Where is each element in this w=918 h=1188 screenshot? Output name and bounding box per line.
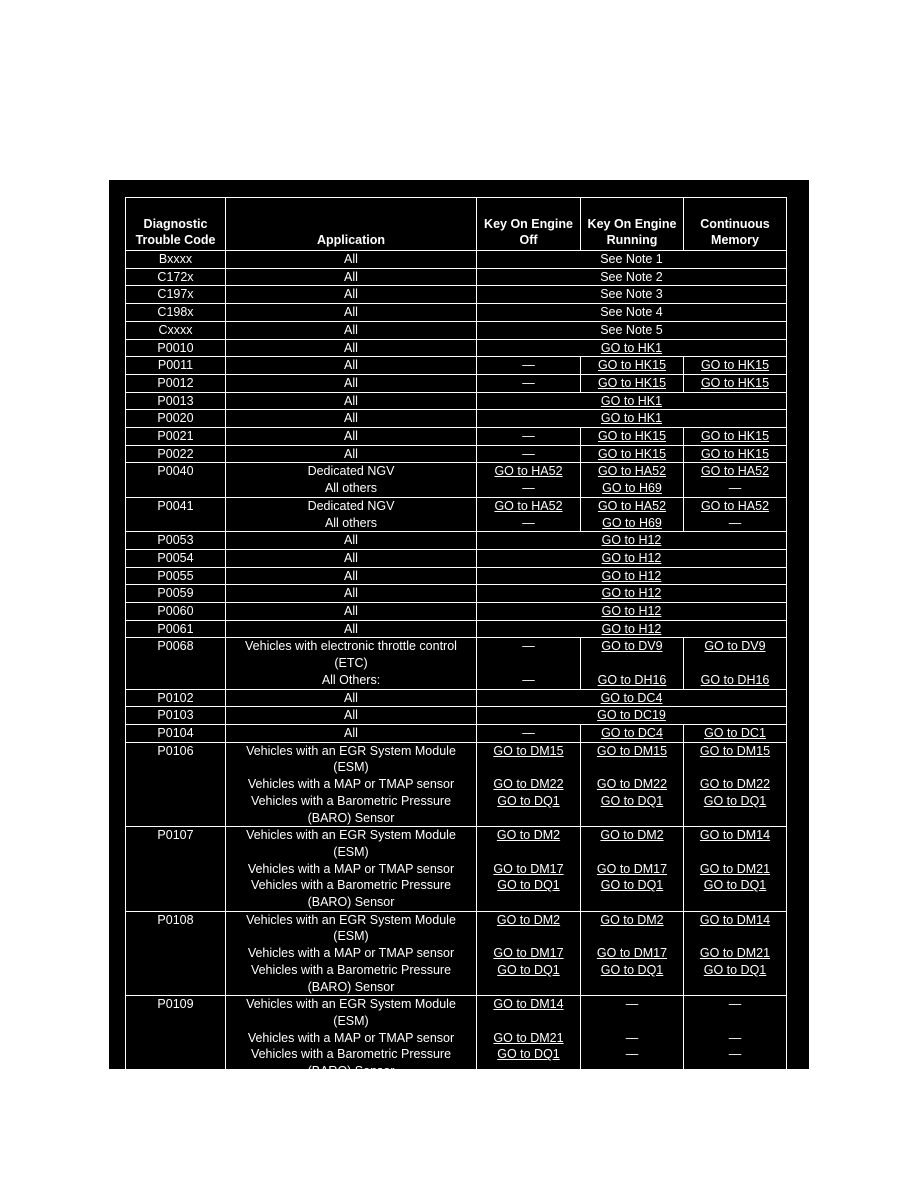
table-row <box>126 532 787 550</box>
koer-cell[interactable]: GO to HA52 GO to H69 <box>581 497 684 531</box>
application: Vehicles with an EGR System Module (ESM) Vehicles with a MAP or TMAP sensor Vehicles with a Barometric Pressure (BARO) Sensor <box>226 996 477 1081</box>
dtc-code: P0102 <box>126 689 226 707</box>
application: All <box>226 339 477 357</box>
result: See Note 3 <box>477 286 787 304</box>
application: All <box>226 251 477 269</box>
result-link[interactable]: GO to H12 <box>477 532 787 550</box>
result-link[interactable]: GO to HK1 <box>477 392 787 410</box>
dtc-code: P0013 <box>126 392 226 410</box>
application: All <box>226 357 477 375</box>
table-row <box>126 428 787 446</box>
table-row <box>126 549 787 567</box>
table-row <box>126 827 787 912</box>
memory-link[interactable]: GO to HK15 <box>684 357 787 375</box>
dtc-code: P0053 <box>126 532 226 550</box>
result: See Note 2 <box>477 268 787 286</box>
koer-cell[interactable]: GO to HA52 GO to H69 <box>581 463 684 497</box>
memory-cell[interactable]: GO to DM14 GO to DM21 GO to DQ1 <box>684 827 787 912</box>
table-row <box>126 911 787 996</box>
table-row <box>126 357 787 375</box>
table-row <box>126 392 787 410</box>
koeo-cell: — — <box>477 638 581 689</box>
dtc-code: P0106 <box>126 742 226 827</box>
result-link[interactable]: GO to H12 <box>477 567 787 585</box>
application: Vehicles with an EGR System Module (ESM) Vehicles with a MAP or TMAP sensor Vehicles with a Barometric Pressure (BARO) Sensor <box>226 911 477 996</box>
table-row <box>126 567 787 585</box>
application: All <box>226 321 477 339</box>
dtc-code: P0060 <box>126 603 226 621</box>
result-link[interactable]: GO to H12 <box>477 585 787 603</box>
table-row <box>126 742 787 827</box>
dtc-code: P0020 <box>126 410 226 428</box>
koer-link[interactable]: GO to HK15 <box>581 357 684 375</box>
header-code: Diagnostic Trouble Code <box>126 198 226 251</box>
table-row <box>126 620 787 638</box>
memory-cell[interactable]: GO to DM14 GO to DM21 GO to DQ1 <box>684 911 787 996</box>
dtc-code: C172x <box>126 268 226 286</box>
koer-link[interactable]: GO to HK15 <box>581 428 684 446</box>
dtc-code: P0054 <box>126 549 226 567</box>
dtc-code: Bxxxx <box>126 251 226 269</box>
table-row <box>126 707 787 725</box>
header-koer: Key On Engine Running <box>581 198 684 251</box>
dtc-code: C197x <box>126 286 226 304</box>
result-link[interactable]: GO to H12 <box>477 603 787 621</box>
application: All <box>226 392 477 410</box>
dtc-code: P0104 <box>126 724 226 742</box>
application: All <box>226 286 477 304</box>
table-row <box>126 689 787 707</box>
table-row <box>126 463 787 497</box>
memory-cell[interactable]: GO to HA52 — <box>684 497 787 531</box>
header-memory: Continuous Memory <box>684 198 787 251</box>
table-row <box>126 339 787 357</box>
dtc-code: P0021 <box>126 428 226 446</box>
application: All <box>226 374 477 392</box>
table-row <box>126 638 787 689</box>
dtc-code: P0103 <box>126 707 226 725</box>
application: All <box>226 428 477 446</box>
application: All <box>226 268 477 286</box>
header-koeo: Key On Engine Off <box>477 198 581 251</box>
application: All <box>226 532 477 550</box>
koer-cell[interactable]: GO to DM2 GO to DM17 GO to DQ1 <box>581 911 684 996</box>
result: See Note 4 <box>477 304 787 322</box>
dtc-code: P0010 <box>126 339 226 357</box>
result: See Note 5 <box>477 321 787 339</box>
koeo-cell[interactable]: GO to DM2 GO to DM17 GO to DQ1 <box>477 827 581 912</box>
dtc-code: P0012 <box>126 374 226 392</box>
application: All <box>226 410 477 428</box>
koer-link[interactable]: GO to DC4 <box>581 724 684 742</box>
application: Dedicated NGV All others <box>226 463 477 497</box>
koeo-value: — <box>477 357 581 375</box>
application: Vehicles with electronic throttle control (ETC) All Others: <box>226 638 477 689</box>
table-row <box>126 497 787 531</box>
application: All <box>226 620 477 638</box>
dtc-code: C198x <box>126 304 226 322</box>
memory-cell[interactable]: GO to HA52 — <box>684 463 787 497</box>
dtc-code: P0055 <box>126 567 226 585</box>
memory-cell: — — — <box>684 996 787 1081</box>
dtc-table <box>125 197 787 1081</box>
table-panel <box>109 180 809 1079</box>
dtc-code: P0068 <box>126 638 226 689</box>
table-row <box>126 304 787 322</box>
application: All <box>226 707 477 725</box>
result-link[interactable]: GO to H12 <box>477 549 787 567</box>
dtc-code: P0040 <box>126 463 226 497</box>
koeo-cell[interactable]: GO to DM15 GO to DM22 GO to DQ1 <box>477 742 581 827</box>
dtc-code: P0011 <box>126 357 226 375</box>
koeo-value: — <box>477 374 581 392</box>
application: All <box>226 304 477 322</box>
dtc-code: P0022 <box>126 445 226 463</box>
result-link[interactable]: GO to HK1 <box>477 410 787 428</box>
table-row <box>126 445 787 463</box>
dtc-code: P0061 <box>126 620 226 638</box>
dtc-code: P0109 <box>126 996 226 1081</box>
memory-cell[interactable]: GO to DM15 GO to DM22 GO to DQ1 <box>684 742 787 827</box>
koer-link[interactable]: GO to HK15 <box>581 374 684 392</box>
application: All <box>226 549 477 567</box>
table-row <box>126 251 787 269</box>
memory-link[interactable]: GO to DC1 <box>684 724 787 742</box>
table-row <box>126 603 787 621</box>
application: All <box>226 724 477 742</box>
application: Vehicles with an EGR System Module (ESM) Vehicles with a MAP or TMAP sensor Vehicles with a Barometric Pressure (BARO) Sensor <box>226 827 477 912</box>
memory-link[interactable]: GO to HK15 <box>684 445 787 463</box>
table-row <box>126 268 787 286</box>
dtc-code: P0059 <box>126 585 226 603</box>
dtc-code: P0107 <box>126 827 226 912</box>
koeo-value: — <box>477 445 581 463</box>
table-row <box>126 996 787 1081</box>
table-row <box>126 286 787 304</box>
table-row <box>126 410 787 428</box>
koer-cell[interactable]: GO to DM2 GO to DM17 GO to DQ1 <box>581 827 684 912</box>
koer-cell: — — — <box>581 996 684 1081</box>
dtc-code: P0108 <box>126 911 226 996</box>
application: All <box>226 567 477 585</box>
koeo-cell[interactable]: GO to DM14 GO to DM21 GO to DQ1 <box>477 996 581 1081</box>
application: All <box>226 585 477 603</box>
koeo-value: — <box>477 724 581 742</box>
koeo-cell[interactable]: GO to HA52 — <box>477 497 581 531</box>
result: See Note 1 <box>477 251 787 269</box>
header-row <box>126 198 787 251</box>
koer-cell[interactable]: GO to DV9 GO to DH16 <box>581 638 684 689</box>
result-link[interactable]: GO to DC4 <box>477 689 787 707</box>
result-link[interactable]: GO to H12 <box>477 620 787 638</box>
application: Vehicles with an EGR System Module (ESM) Vehicles with a MAP or TMAP sensor Vehicles with a Barometric Pressure (BARO) Sensor <box>226 742 477 827</box>
header-application: Application <box>226 198 477 251</box>
dtc-code: Cxxxx <box>126 321 226 339</box>
table-row <box>126 585 787 603</box>
dtc-code: P0041 <box>126 497 226 531</box>
result-link[interactable]: GO to DC19 <box>477 707 787 725</box>
koeo-cell[interactable]: GO to DM2 GO to DM17 GO to DQ1 <box>477 911 581 996</box>
memory-cell[interactable]: GO to DV9 GO to DH16 <box>684 638 787 689</box>
application: All <box>226 603 477 621</box>
application: All <box>226 445 477 463</box>
koer-cell[interactable]: GO to DM15 GO to DM22 GO to DQ1 <box>581 742 684 827</box>
result-link[interactable]: GO to HK1 <box>477 339 787 357</box>
application: All <box>226 689 477 707</box>
memory-link[interactable]: GO to HK15 <box>684 374 787 392</box>
application: Dedicated NGV All others <box>226 497 477 531</box>
table-row <box>126 724 787 742</box>
koeo-cell[interactable]: GO to HA52 — <box>477 463 581 497</box>
table-row <box>126 321 787 339</box>
koer-link[interactable]: GO to HK15 <box>581 445 684 463</box>
koeo-value: — <box>477 428 581 446</box>
table-row <box>126 374 787 392</box>
memory-link[interactable]: GO to HK15 <box>684 428 787 446</box>
